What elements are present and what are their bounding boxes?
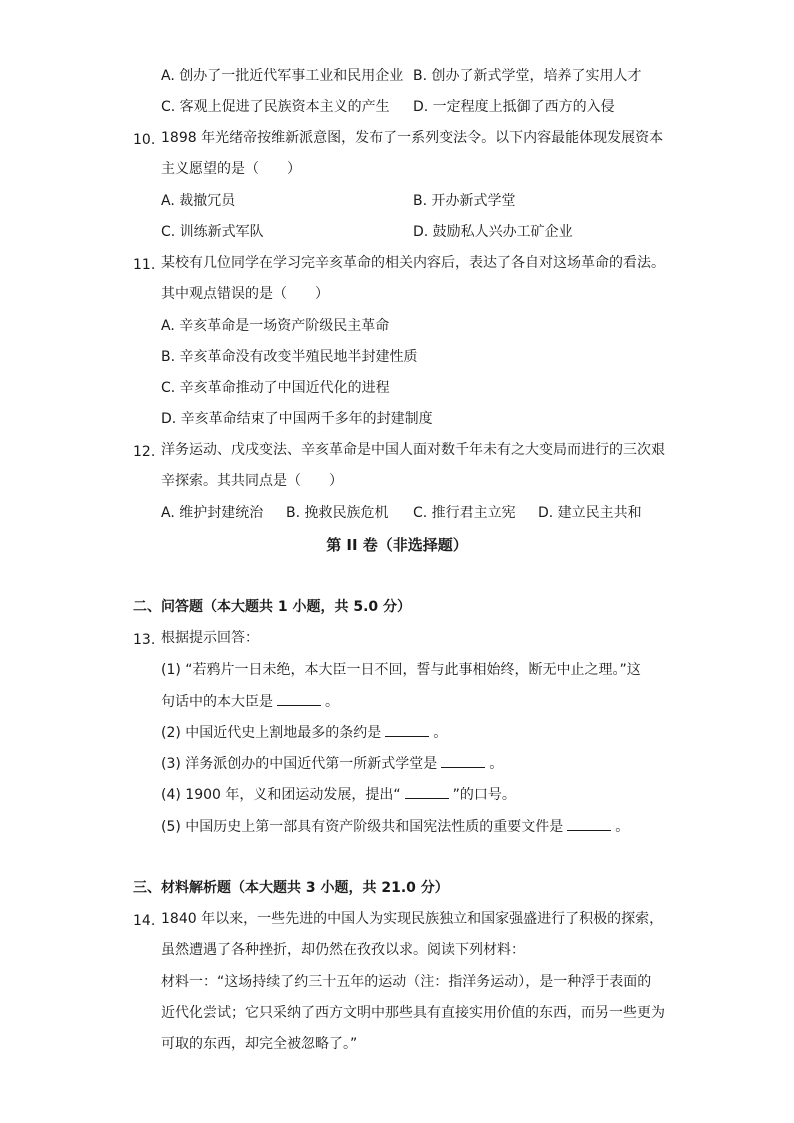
q11-stem-line2: 其中观点错误的是（ ） — [161, 286, 329, 302]
q14-stem-line2: 虽然遭遇了各种挫折，却仍然在孜孜以求。阅读下列材料： — [161, 942, 525, 958]
q13-intro: 根据提示回答： — [161, 630, 259, 646]
q13-sub5-blank[interactable] — [567, 816, 611, 831]
section2-heading: 二、问答题（本大题共 1 小题，共 5.0 分） — [133, 599, 412, 615]
part2-title: 第 II 卷（非选择题） — [326, 536, 468, 554]
q13-sub1-end: 。 — [325, 694, 339, 710]
q10-option-b: B. 开办新式学堂 — [413, 193, 516, 209]
q10-stem-line1: 1898 年光绪帝按维新派意图，发布了一系列变法令。以下内容最能体现发展资本 — [161, 130, 664, 146]
q11-option-b: B. 辛亥革命没有改变半殖民地半封建性质 — [161, 349, 418, 365]
q12-option-d: D. 建立民主共和 — [538, 505, 642, 521]
q13-number: 13. — [133, 632, 156, 648]
q14-number: 14. — [133, 913, 156, 929]
q12-number: 12. — [133, 444, 156, 460]
q13-sub2 — [161, 722, 447, 743]
q14-material1-line1: 材料一：“这场持续了约三十五年的运动（注：指洋务运动），是一种浮于表面的 — [161, 974, 652, 990]
q14-material1-line2: 近代化尝试；它只采纳了西方文明中那些具有直接实用价值的东西，而另一些更为 — [161, 1005, 665, 1021]
q13-sub1-line1: (1) “若鸦片一日未绝，本大臣一日不回，誓与此事相始终，断无中止之理。”这 — [161, 662, 641, 678]
q10-number: 10. — [133, 132, 156, 148]
q13-sub2-text: (2) 中国近代史上割地最多的条约是 — [161, 725, 382, 741]
q13-sub4-blank[interactable] — [405, 784, 449, 799]
q10-option-a: A. 裁撤冗员 — [161, 193, 236, 209]
q13-sub1-blank[interactable] — [277, 691, 321, 706]
q10-stem-line2: 主义愿望的是（ ） — [161, 161, 301, 177]
q9-option-b: B. 创办了新式学堂，培养了实用人才 — [413, 68, 642, 84]
q10-option-d: D. 鼓励私人兴办工矿企业 — [413, 224, 573, 240]
q12-stem-line2: 辛探索。其共同点是（ ） — [161, 473, 343, 489]
q11-stem-line1: 某校有几位同学在学习完辛亥革命的相关内容后，表达了各自对这场革命的看法。 — [161, 255, 665, 271]
q13-sub3-blank[interactable] — [441, 753, 485, 768]
q13-sub1-line2 — [161, 691, 339, 712]
q13-sub1-text: 句话中的本大臣是 — [161, 694, 273, 710]
q12-option-a: A. 维护封建统治 — [161, 505, 264, 521]
q11-option-a: A. 辛亥革命是一场资产阶级民主革命 — [161, 318, 390, 334]
q13-sub2-end: 。 — [433, 725, 448, 741]
q13-sub3-end: 。 — [489, 756, 504, 772]
q9-option-c: C. 客观上促进了民族资本主义的产生 — [161, 99, 390, 115]
q13-sub2-blank[interactable] — [385, 722, 429, 737]
q13-sub4-text: (4) 1900 年，义和团运动发展，提出“ — [161, 787, 401, 803]
q13-sub3 — [161, 753, 503, 774]
q11-option-c: C. 辛亥革命推动了中国近代化的进程 — [161, 380, 390, 396]
q13-sub3-text: (3) 洋务派创办的中国近代第一所新式学堂是 — [161, 756, 438, 772]
q14-material1-line3: 可取的东西，却完全被忽略了。” — [161, 1036, 358, 1052]
q13-sub4 — [161, 784, 516, 805]
q12-option-c: C. 推行君主立宪 — [413, 505, 516, 521]
q12-stem-line1: 洋务运动、戊戌变法、辛亥革命是中国人面对数千年未有之大变局而进行的三次艰 — [161, 442, 665, 458]
q13-sub4-end: ”的口号。 — [452, 787, 516, 803]
q9-option-a: A. 创办了一批近代军事工业和民用企业 — [161, 68, 404, 84]
q13-sub5-text: (5) 中国历史上第一部具有资产阶级共和国宪法性质的重要文件是 — [161, 819, 564, 835]
q11-number: 11. — [133, 257, 156, 273]
section3-heading: 三、材料解析题（本大题共 3 小题，共 21.0 分） — [133, 880, 449, 896]
q13-sub5-end: 。 — [615, 819, 630, 835]
q10-option-c: C. 训练新式军队 — [161, 224, 264, 240]
q13-sub5 — [161, 816, 629, 837]
q9-option-d: D. 一定程度上抵御了西方的入侵 — [413, 99, 615, 115]
q11-option-d: D. 辛亥革命结束了中国两千多年的封建制度 — [161, 411, 433, 427]
q12-option-b: B. 挽救民族危机 — [286, 505, 389, 521]
q14-stem-line1: 1840 年以来，一些先进的中国人为实现民族独立和国家强盛进行了积极的探索， — [161, 911, 664, 927]
